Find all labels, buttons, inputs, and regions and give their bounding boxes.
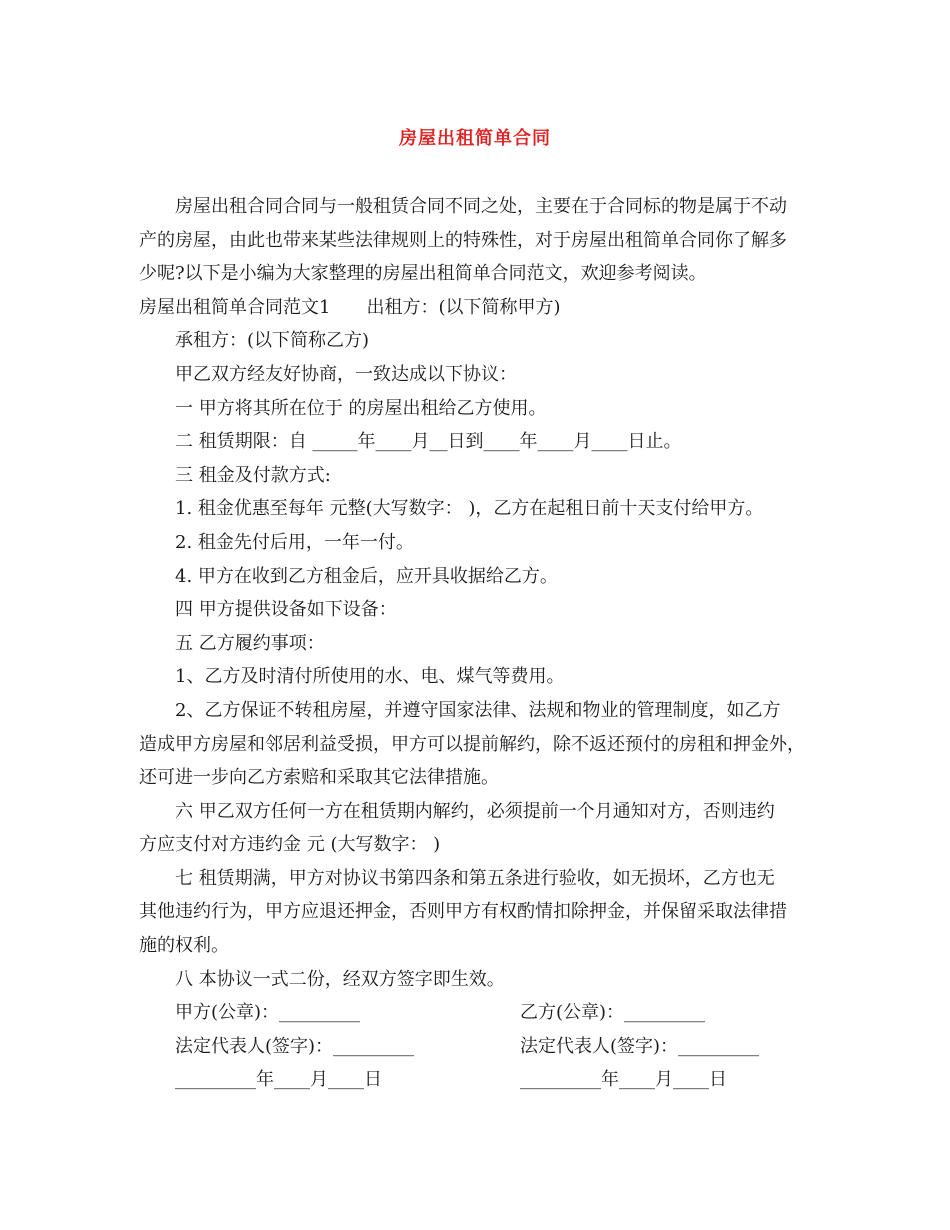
intro-line-1: 房屋出租合同合同与一般租赁合同不同之处，主要在于合同标的物是属于不动 [175,196,787,217]
intro-line-3: 少呢?以下是小编为大家整理的房屋出租简单合同范文，欢迎参考阅读。 [139,263,707,285]
party-b-date: _________年____月____日 [520,1069,727,1091]
document-body [139,190,819,1097]
intro-line-2: 产的房屋，由此也带来某些法律规则上的特殊性，对于房屋出租简单合同你了解多 [139,229,787,251]
sample-heading: 房屋出租简单合同范文1 出租方：(以下简称甲方) [139,296,561,318]
lessee-line: 承租方：(以下简称乙方) [175,330,370,352]
party-a-date: _________年____月____日 [175,1069,382,1091]
clause-5-item-2-line-2: 造成甲方房屋和邻居利益受损，甲方可以提前解约，除不返还预付的房租和押金外， [139,733,805,755]
clause-7-line-2: 其他违约行为，甲方应退还押金，否则甲方有权酌情扣除押金，并保留采取法律措 [139,901,787,923]
party-a-representative: 法定代表人(签字)：_________ [175,1035,415,1057]
clause-8: 八 本协议一式二份，经双方签字即生效。 [175,968,505,990]
agreement-line: 甲乙双方经友好协商，一致达成以下协议： [175,363,517,385]
clause-5-item-2-line-3: 还可进一步向乙方索赔和采取其它法律措施。 [139,767,499,789]
clause-3-item-2: 2. 租金先付后用，一年一付。 [175,531,414,553]
clause-3-item-4: 4. 甲方在收到乙方租金后，应开具收据给乙方。 [175,565,558,587]
signature-row-date [139,1063,819,1097]
clause-7-line-3: 施的权利。 [139,935,229,957]
signature-row-seal [139,996,819,1030]
signature-row-rep [139,1030,819,1064]
clause-5: 五 乙方履约事项： [175,632,325,654]
party-a-seal: 甲方(公章)：_________ [175,1002,361,1024]
clause-6-line-2: 方应支付对方违约金 元 (大写数字： ) [139,834,441,856]
clause-7-line-1: 七 租赁期满，甲方对协议书第四条和第五条进行验收，如无损坏，乙方也无 [175,867,775,889]
clause-4: 四 甲方提供设备如下设备： [175,599,397,621]
party-b-seal: 乙方(公章)：_________ [520,1002,706,1024]
party-b-representative: 法定代表人(签字)：_________ [520,1035,760,1057]
clause-2: 二 租赁期限：自 _____年____月__日到____年____月____日止。 [175,431,682,453]
clause-6-line-1: 六 甲乙双方任何一方在租赁期内解约，必须提前一个月通知对方，否则违约 [175,800,775,822]
clause-1: 一 甲方将其所在位于 的房屋出租给乙方使用。 [175,397,547,419]
clause-5-item-1: 1、乙方及时清付所使用的水、电、煤气等费用。 [175,666,565,688]
clause-3: 三 租金及付款方式: [175,464,331,486]
document-title: 房屋出租简单合同 [399,128,551,149]
clause-5-item-2-line-1: 2、乙方保证不转租房屋，并遵守国家法律、法规和物业的管理制度，如乙方 [175,699,781,721]
clause-3-item-1: 1. 租金优惠至每年 元整(大写数字： )，乙方在起租日前十天支付给甲方。 [175,498,764,520]
